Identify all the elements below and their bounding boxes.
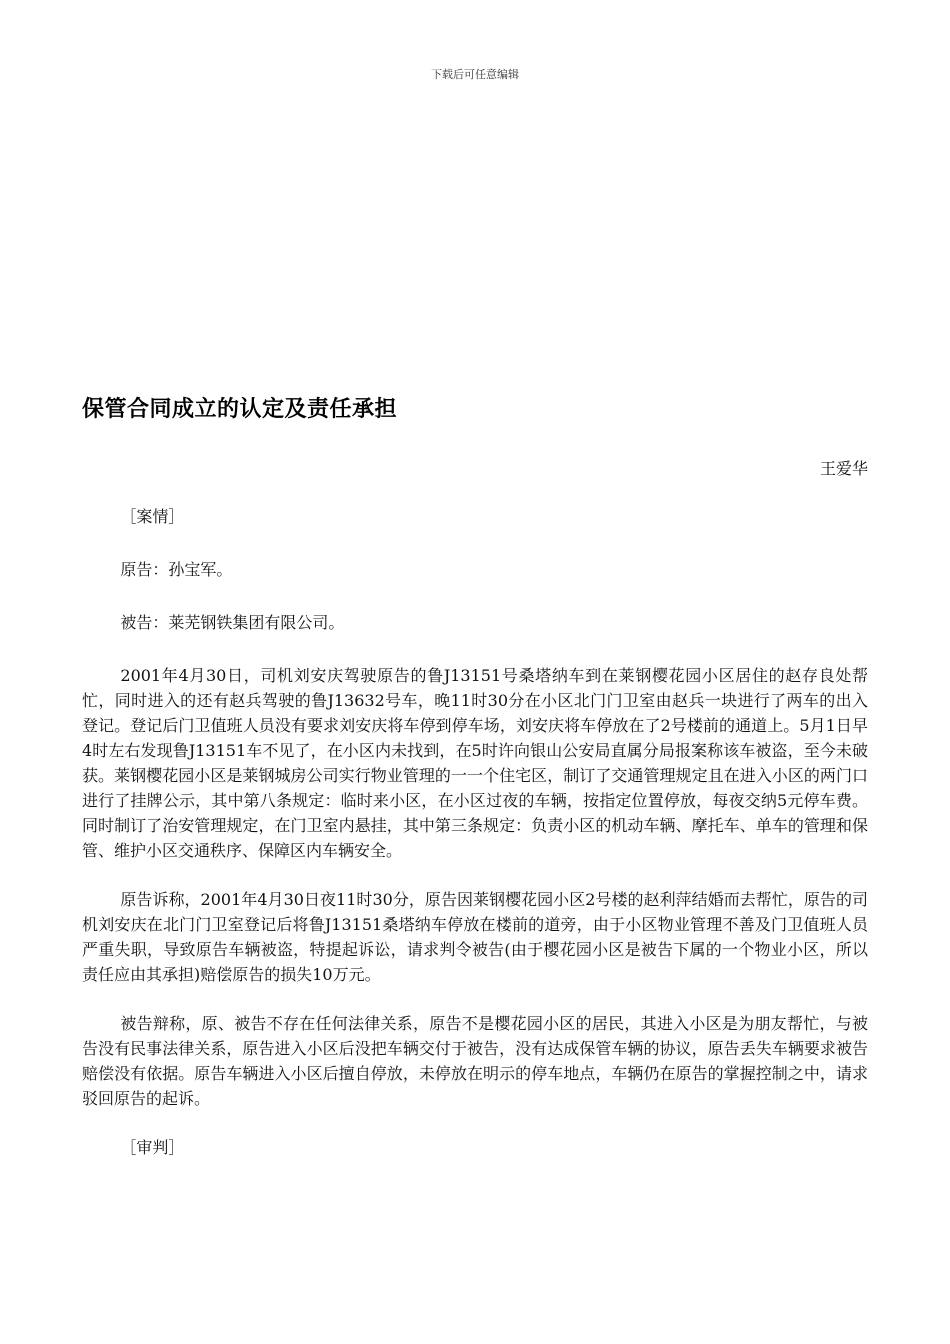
document-author: 王爱华 <box>819 459 868 478</box>
case-facts-paragraph: 2001年4月30日，司机刘安庆驾驶原告的鲁J13151号桑塔纳车到在莱钢樱花园小区居住的赵存良处帮忙，同时进入的还有赵兵驾驶的鲁J13632号车，晚11时30分在小区北门门卫室由赵兵一块进行了两车的出入登记。登记后门卫值班人员没有要求刘安庆将车停到停车场，刘安庆将车停放在了2号楼前的通道上。5月1日早4时左右发现鲁J13151车不见了，在小区内未找到，在5时许向银山公安局直属分局报案称该车被盗，至今未破获。莱钢樱花园小区是莱钢城房公司实行物业管理的一一个住宅区，制订了交通管理规定且在进入小区的两门口进行了挂牌公示，其中第八条规定：临时来小区，在小区过夜的车辆，按指定位置停放，每夜交纳5元停车费。同时制订了治安管理规定，在门卫室内悬挂，其中第三条规定：负责小区的机动车辆、摩托车、单车的管理和保管、维护小区交通秩序、保障区内车辆安全。 <box>82 666 868 860</box>
defendant-line: 被告：莱芜钢铁集团有限公司。 <box>120 613 345 632</box>
plaintiff-line: 原告：孙宝军。 <box>120 560 233 579</box>
document-title: 保管合同成立的认定及责任承担 <box>82 397 398 422</box>
section-heading-judgment: ［审判］ <box>120 1138 185 1157</box>
defendant-defense-paragraph: 被告辩称，原、被告不存在任何法律关系，原告不是樱花园小区的居民，其进入小区是为朋友帮忙，与被告没有民事法律关系，原告进入小区后没把车辆交付于被告，没有达成保管车辆的协议，原告丢失车辆要求被告赔偿没有依据。原告车辆进入小区后擅自停放，未停放在明示的停车地点，车辆仍在原告的掌握控制之中，请求驳回原告的起诉。 <box>82 1014 868 1108</box>
page-header-note: 下载后可任意编辑 <box>431 68 519 81</box>
document-body <box>82 504 868 1184</box>
plaintiff-claim-paragraph: 原告诉称，2001年4月30日夜11时30分，原告因莱钢樱花园小区2号楼的赵利萍结婚而去帮忙，原告的司机刘安庆在北门门卫室登记后将鲁J13151桑塔纳车停放在楼前的道旁，由于小区物业管理不善及门卫值班人员严重失职，导致原告车辆被盗，特提起诉讼，请求判令被告(由于樱花园小区是被告下属的一个物业小区，所以责任应由其承担)赔偿原告的损失10万元。 <box>82 890 868 984</box>
section-heading-case: ［案情］ <box>120 507 185 526</box>
